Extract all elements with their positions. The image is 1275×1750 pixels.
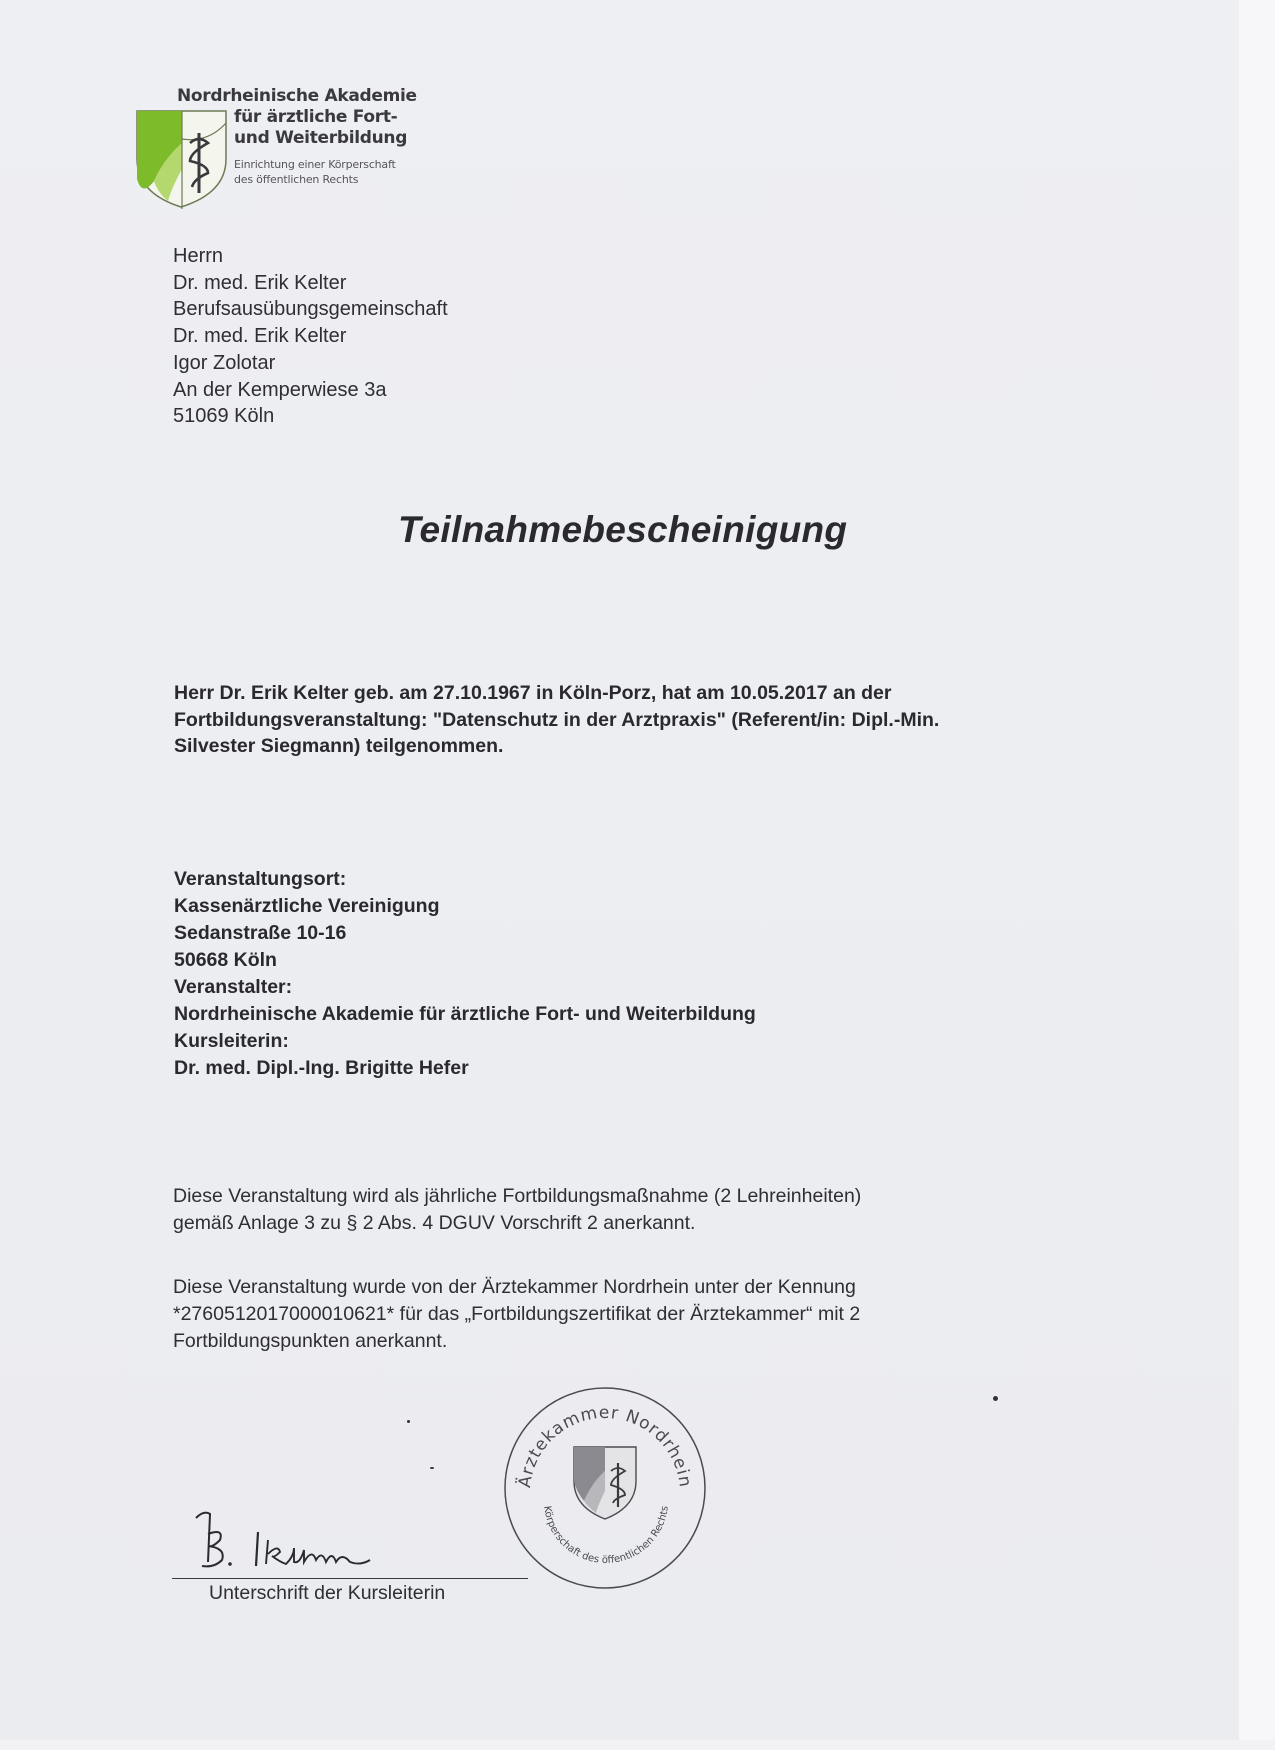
statement-line: Herr Dr. Erik Kelter geb. am 27.10.1967 in Köln-Porz, hat am 10.05.2017 an der [174, 682, 892, 704]
organization-logo [134, 86, 434, 206]
seal-shield-icon [574, 1447, 636, 1519]
address-line: Herrn [173, 245, 224, 267]
address-line: 51069 Köln [173, 405, 275, 428]
note-line: Diese Veranstaltung wird als jährliche Fortbildungsmaßnahme (2 Lehreinheiten) [173, 1185, 862, 1207]
note-line: Fortbildungspunkten anerkannt. [173, 1330, 448, 1352]
recognition-note [173, 1183, 861, 1237]
venue-heading: Veranstaltungsort: [174, 868, 347, 890]
scan-speck [430, 1467, 434, 1469]
scan-edge-right [1239, 0, 1275, 1750]
recipient-address [173, 243, 448, 430]
note-line: gemäß Anlage 3 zu § 2 Abs. 4 DGUV Vorschrift 2 anerkannt. [173, 1212, 696, 1234]
note-line: *2760512017000010621* für das „Fortbildungszertifikat der Ärztekammer“ mit 2 [173, 1303, 861, 1325]
course-lead-name: Dr. med. Dipl.-Ing. Brigitte Hefer [174, 1057, 469, 1079]
seal-inner-text: Körperschaft des öffentlichen Rechts [541, 1505, 671, 1567]
address-line: Igor Zolotar [173, 351, 276, 374]
scan-speck [993, 1396, 998, 1401]
organizer-heading: Veranstalter: [174, 976, 293, 998]
venue-street: Sedanstraße 10-16 [174, 922, 347, 944]
scan-speck [407, 1420, 410, 1423]
statement-line: Fortbildungsveranstaltung: "Datenschutz in der Arztpraxis" (Referent/in: Dipl.-Min. [174, 708, 940, 731]
scan-edge-bottom [0, 1740, 1275, 1750]
signature-line [172, 1578, 528, 1579]
org-name-line2: für ärztliche Fort- [234, 107, 398, 127]
note-line: Diese Veranstaltung wurde von der Ärztekammer Nordrhein unter der Kennung [173, 1276, 856, 1298]
points-note [173, 1274, 860, 1355]
address-line: An der Kemperwiese 3a [173, 378, 387, 401]
document-title: Teilnahmebescheinigung [398, 509, 848, 550]
address-line: Berufsausübungsgemeinschaft [173, 298, 448, 321]
seal-outer-text: Ärztekammer Nordrhein [515, 1402, 695, 1490]
signature-label: Unterschrift der Kursleiterin [209, 1582, 446, 1604]
organizer-name: Nordrheinische Akademie für ärztliche Fort- und Weiterbildung [174, 1003, 756, 1025]
address-line: Dr. med. Erik Kelter [173, 271, 347, 294]
statement-line: Silvester Siegmann) teilgenommen. [174, 735, 504, 757]
venue-city: 50668 Köln [174, 949, 277, 971]
address-line: Dr. med. Erik Kelter [173, 325, 347, 348]
org-sub-line1: Einrichtung einer Körperschaft [234, 158, 396, 171]
org-name-line3: und Weiterbildung [234, 128, 408, 148]
venue-name: Kassenärztliche Vereinigung [174, 895, 440, 917]
org-name-line1: Nordrheinische Akademie [177, 86, 417, 106]
event-details [174, 866, 756, 1082]
org-sub-line2: des öffentlichen Rechts [234, 173, 359, 186]
participation-statement [174, 680, 1074, 760]
course-lead-heading: Kursleiterin: [174, 1030, 289, 1052]
official-seal [500, 1383, 710, 1593]
handwritten-signature [190, 1500, 420, 1580]
